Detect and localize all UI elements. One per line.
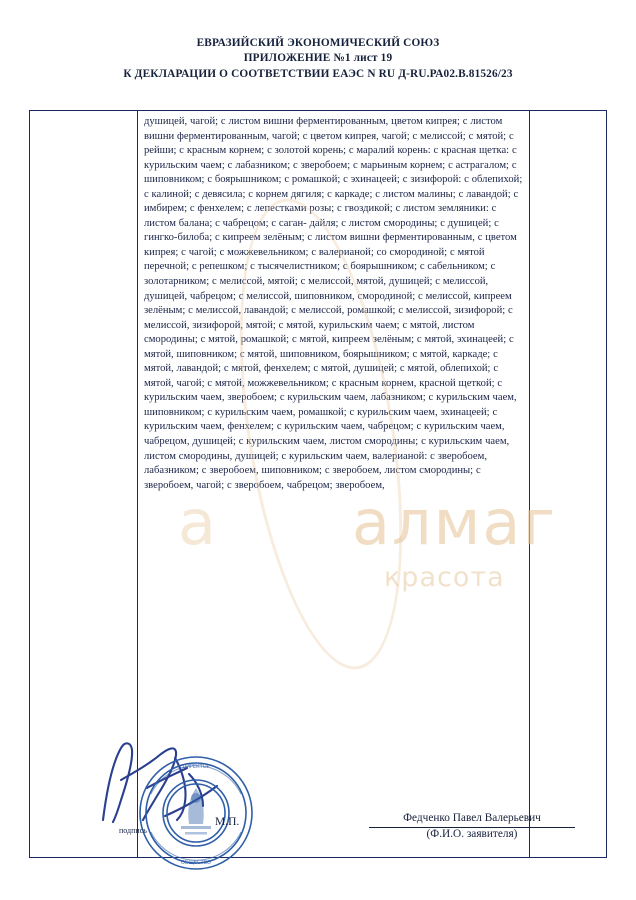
table-column-divider-right — [529, 111, 530, 857]
signature-block — [29, 750, 607, 900]
svg-text:ДИРЕКТОР: ДИРЕКТОР — [182, 764, 210, 770]
product-list-text: душицей, чагой; с листом вишни ферментированным, цветом кипрея; с листом вишни ферментированным, чагой; с цветом кипрея, чагой; с мелиссой; с мятой; с рейши; с красным корнем; с золотой корень; с маралий корень: с красная щетка: с курильским чаем; с лабазником; с зверобоем; с марьиным корнем; с астрагалом; с шиповником; с боярышником; с ромашкой; с эхинацеей; с зизифорой: с облепихой; с калиной; с девясила; с корнем дягиля; с каркаде; с листом малины; с лавандой; с имбирем; с фенхелем; с лепестками розы; с гвоздикой; с листом земляники: с листом балана; с чабрецом; с саган- дайля; с листом смородины; с душицей; с гингко-билоба; с кипреем зелёным; с листом вишни ферментированным, с цветом кипрея; с чагой; с можжевельником; с валерианой; со смородиной; с мятой перечной; с репешком; с тысячелистником; с боярышником; с сабельником; с золотарником; с мелиссой, мятой; с мелиссой, мятой, душицей; с мелиссой, душицей, чабрецом; с мелиссой, шиповником, смородиной; с мелиссой, кипреем зелёным; с мелиссой, лавандой; с мелиссой, ромашкой; с мелиссой, зизифорой; с мелиссой, зизифорой, мятой; с мятой, курильским чаем; с мятой, листом смородины; с мятой, ромашкой; с мятой, кипреем зелёным; с мятой, эхинацеей; с мятой, шиповником; с мятой, шиповником, боярышником; с мятой, каркаде; с мятой, лавандой; с мятой, фенхелем; с мятой, душицей; с мятой, облепихой; с мятой, чагой; с мятой, можжевельником; с красным корнем, красной щеткой; с курильским чаем, зверобоем; с курильским чаем, лабазником; с курильским чаем, шиповником; с курильским чаем, ромашкой; с курильским чаем, эхинацеей; с курильским чаем, фенхелем; с курильским чаем, чабрецом; с курильским чаем, чабрецом, душицей; с курильским чаем, листом смородины; с курильским чаем, листом смородины, душицей; с курильским чаем, валерианой: с зверобоем, лабазником; с зверобоем, шиповником; с зверобоем, листом смородины; с зверобоем, чагой; с зверобоем, чабрецом; зверобоем, — [144, 116, 523, 491]
official-round-stamp — [137, 754, 255, 872]
header-line-declaration: К ДЕКЛАРАЦИИ О СООТВЕТСТВИИ ЕАЭС N RU Д-RU.РА02.В.81526/23 — [123, 67, 513, 80]
watermark-sub-text: красота — [384, 562, 505, 593]
document-header — [0, 36, 636, 82]
svg-text:ОБЩЕСТВО: ОБЩЕСТВО — [181, 860, 211, 866]
applicant-role-caption: (Ф.И.О. заявителя) — [426, 828, 518, 840]
header-line-appendix: ПРИЛОЖЕНИЕ №1 лист 19 — [243, 52, 393, 65]
watermark-main-left: а — [178, 486, 218, 559]
header-line-union: ЕВРАЗИЙСКИЙ ЭКОНОМИЧЕСКИЙ СОЮЗ — [196, 37, 440, 49]
applicant-name: Федченко Павел Валерьевич — [403, 812, 541, 824]
watermark-main-text: алмаг — [352, 486, 557, 559]
stamp-caption: М.П. — [215, 816, 240, 828]
signature-caption: подпись — [119, 826, 147, 835]
